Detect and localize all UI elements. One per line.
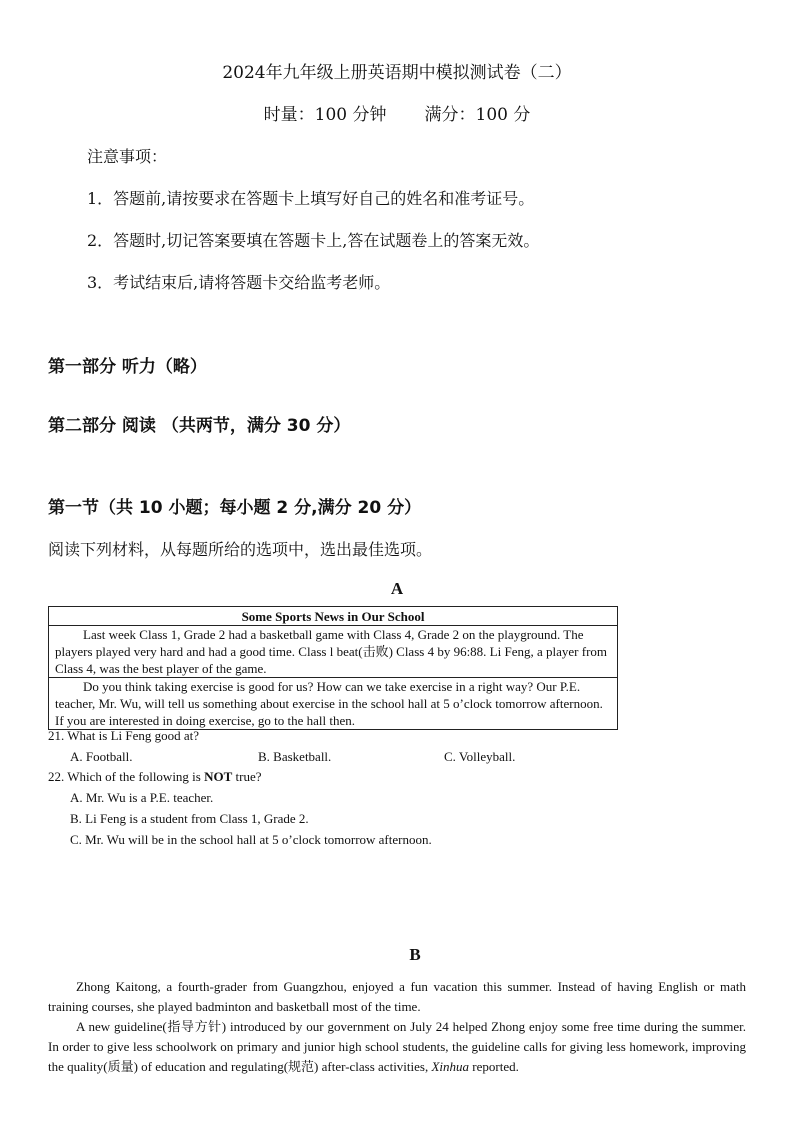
question-22-stem	[48, 769, 262, 785]
reading-instruction: 阅读下列材料，从每题所给的选项中，选出最佳选项。	[48, 540, 433, 559]
exam-full-score: 满分：100 分	[424, 105, 531, 125]
note-item-1: 1．答题前,请按要求在答题卡上填写好自己的姓名和准考证号。	[87, 189, 535, 208]
question-21-option-b: B. Basketball.	[258, 749, 332, 764]
part2-heading: 第二部分 阅读 （共两节，满分 30 分）	[48, 416, 351, 436]
passage-a-letter: A	[390, 579, 404, 598]
passage-b-paragraph-1: Zhong Kaitong, a fourth-grader from Guangzhou, enjoyed a fun vacation this summer. Instead of having English or math training courses, she played badminton and basketball most of the time.	[48, 979, 746, 1014]
part1-heading: 第一部分 听力（略）	[48, 357, 207, 377]
news-text: Do you think taking exercise is good for us? How can we take exercise in a right way? Our P.E. teacher, Mr. Wu, will tell us something about exercise in the school hall at 5 o’clock tomorrow afternoon. If you are interested in doing exercise, go to the hall then.	[55, 679, 603, 728]
paragraph-text: A new guideline(指导方针) introduced by our government on July 24 helped Zhong enjoy some free time during the summer. In order to give less schoolwork on primary and junior high school students, the guideline calls for giving less homework, improving the quality(质量) of education and regulating(规范) after-class activities,	[48, 1019, 746, 1074]
exam-duration: 时量：100 分钟	[263, 105, 387, 125]
news-item-basketball	[49, 626, 618, 678]
question-22-option-a: A. Mr. Wu is a P.E. teacher.	[70, 790, 214, 805]
passage-b-paragraph-2	[48, 1017, 746, 1077]
notes-heading: 注意事项：	[87, 147, 168, 166]
passage-b-letter: B	[409, 945, 421, 964]
question-22-option-c: C. Mr. Wu will be in the school hall at 5 o’clock tomorrow afternoon.	[70, 832, 432, 847]
stem-text: true?	[232, 769, 262, 784]
note-item-2: 2．答题时,切记答案要填在答题卡上,答在试题卷上的答案无效。	[87, 231, 540, 250]
question-21-option-a: A. Football.	[70, 749, 133, 764]
exam-info	[0, 100, 794, 125]
question-21-stem: 21. What is Li Feng good at?	[48, 728, 200, 743]
news-item-exercise	[49, 678, 618, 730]
stem-emphasis: NOT	[204, 769, 233, 784]
stem-text: 22. Which of the following is	[48, 769, 205, 784]
exam-title: 2024年九年级上册英语期中模拟测试卷（二）	[222, 63, 572, 83]
table-title: Some Sports News in Our School	[49, 607, 618, 626]
source-name: Xinhua	[431, 1059, 470, 1074]
sports-news-table	[48, 606, 618, 730]
section1-heading: 第一节（共 10 小题；每小题 2 分,满分 20 分）	[48, 498, 422, 518]
question-22-option-b: B. Li Feng is a student from Class 1, Grade 2.	[70, 811, 309, 826]
question-21-option-c: C. Volleyball.	[444, 749, 516, 764]
note-item-3: 3．考试结束后,请将答题卡交给监考老师。	[87, 273, 391, 292]
news-text: Last week Class 1, Grade 2 had a basketball game with Class 4, Grade 2 on the playground. The players played very hard and had a good time. Class l beat(击败) Class 4 by 96:88. Li Feng, a player from Class 4, was the best player of the game.	[55, 627, 608, 676]
paragraph-text: reported.	[469, 1059, 519, 1074]
